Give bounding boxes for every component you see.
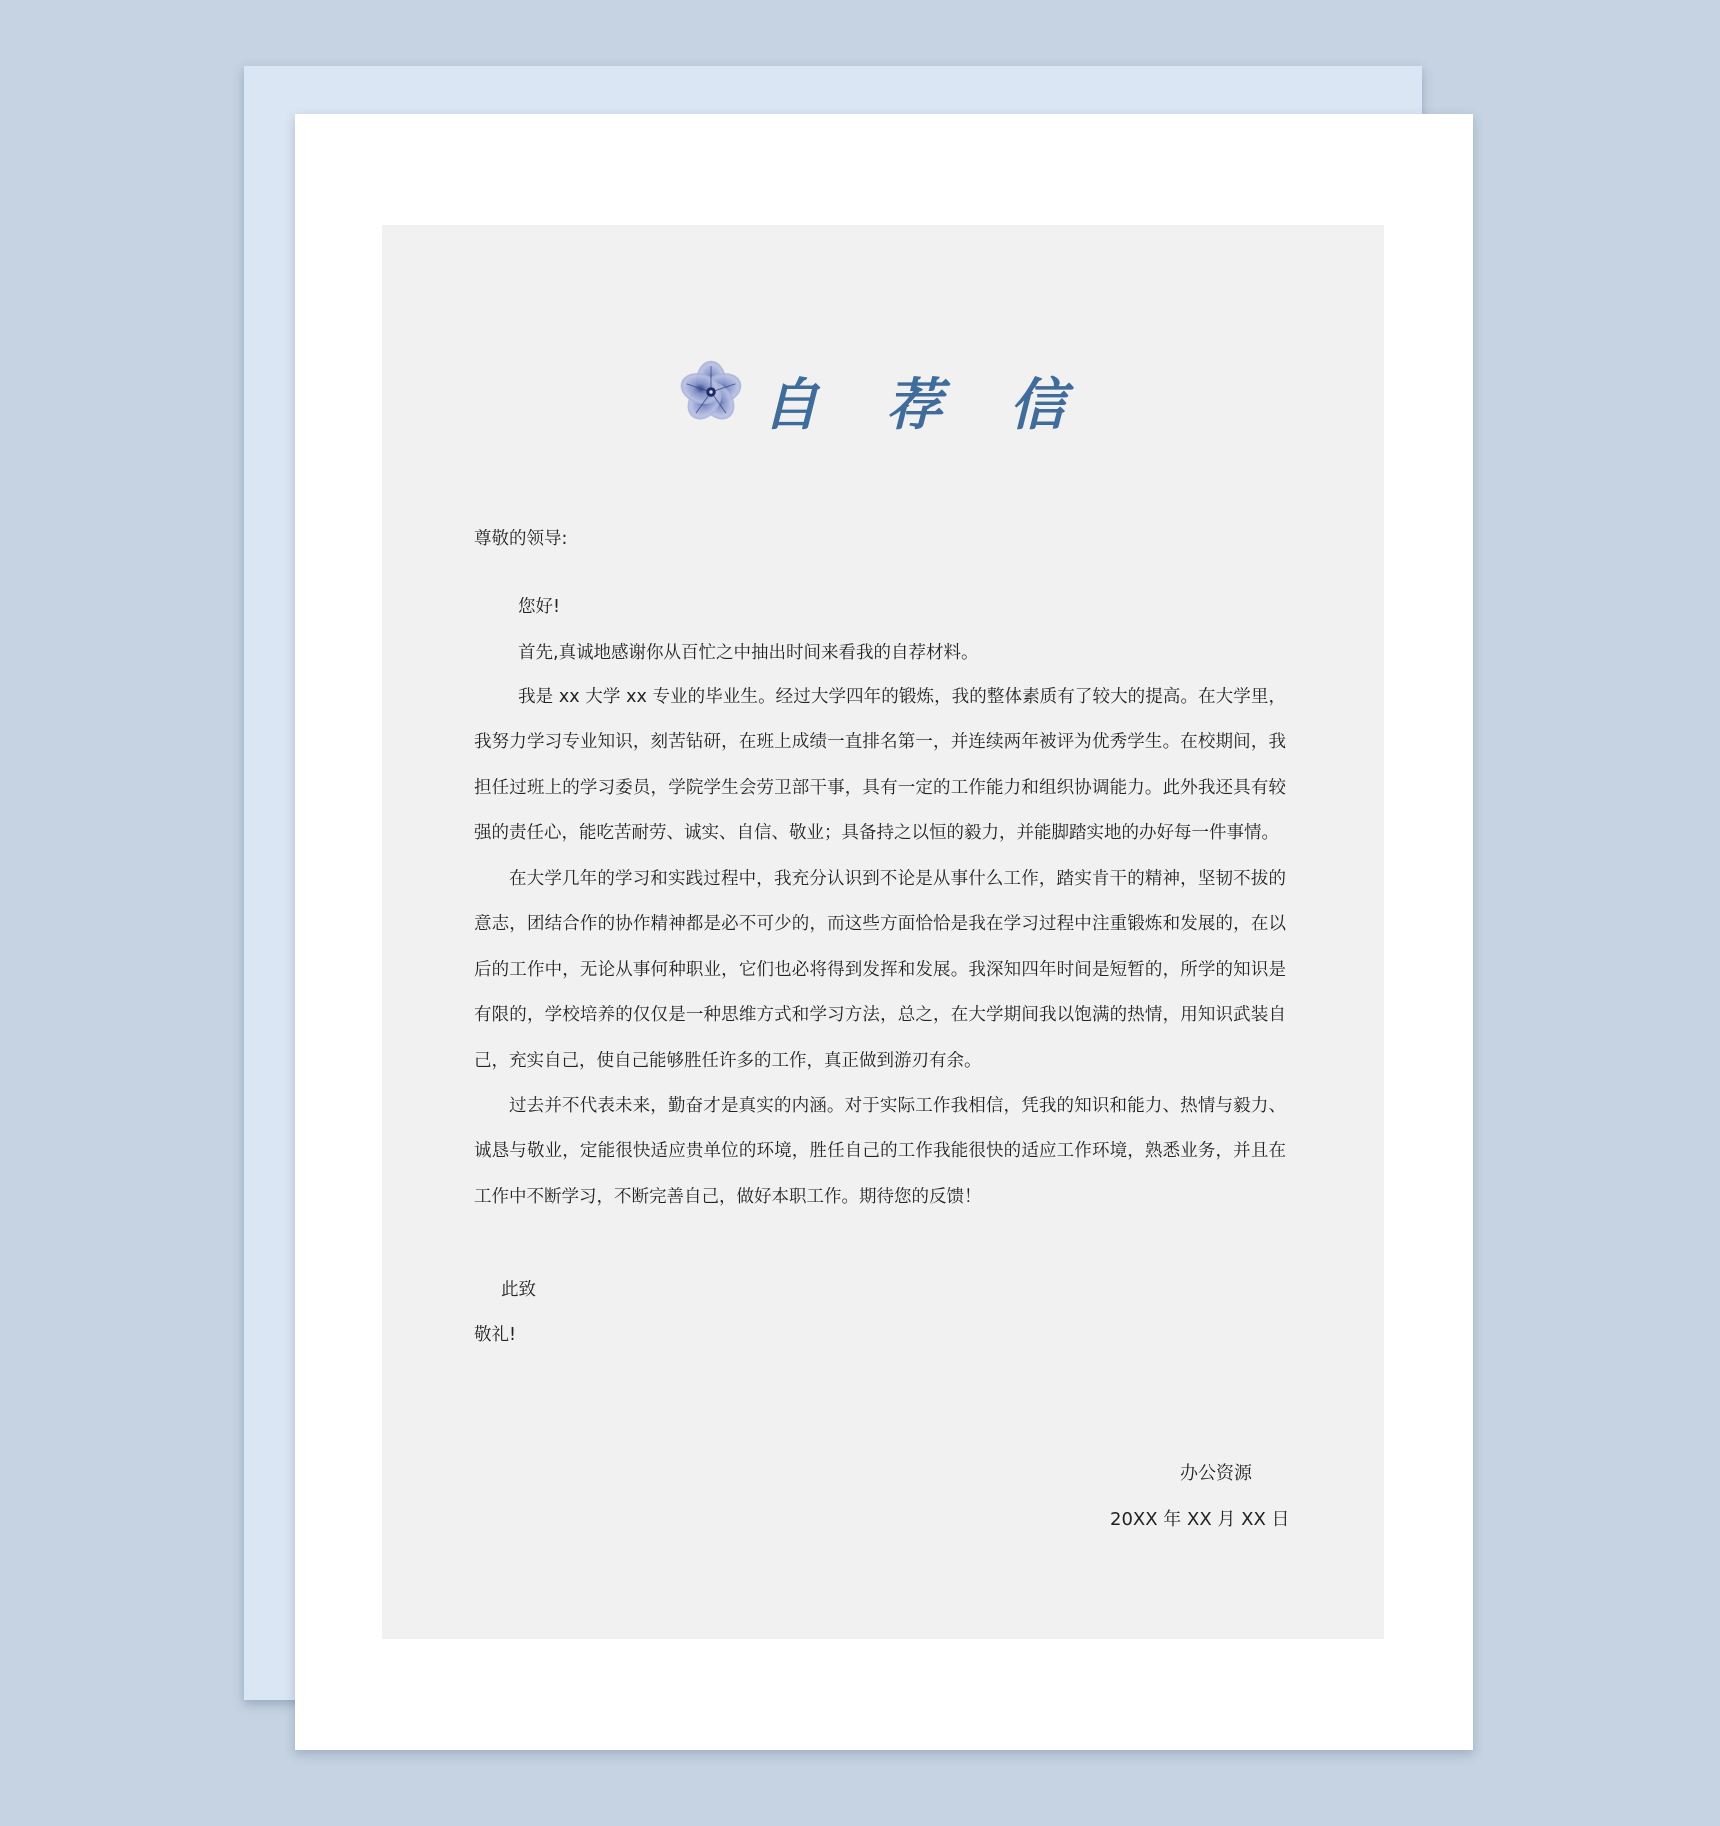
signature: 办公资源	[1180, 1463, 1252, 1484]
letter-date: 20XX 年 XX 月 XX 日	[1110, 1509, 1290, 1530]
front-paper-sheet	[295, 114, 1473, 1750]
closing-salute: 此致	[501, 1280, 536, 1300]
paragraph-experience: 在大学几年的学习和实践过程中，我充分认识到不论是从事什么工作，踏实肯干的精神，坚韧不拔的意志，团结合作的协作精神都是必不可少的，而这些方面恰恰是我在学习过程中注重锻炼和发展的，在以后的工作中，无论从事何种职业，它们也必将得到发挥和发展。我深知四年时间是短暂的，所学的知识是有限的，学校培养的仅仅是一种思维方式和学习方法，总之，在大学期间我以饱满的热情，用知识武装自己，充实自己，使自己能够胜任许多的工作，真正做到游刃有余。	[474, 869, 1286, 1071]
closing-regards: 敬礼!	[474, 1325, 517, 1345]
greeting: 您好!	[518, 597, 561, 617]
salutation: 尊敬的领导:	[474, 529, 568, 549]
paragraph-intro: 首先,真诚地感谢你从百忙之中抽出时间来看我的自荐材料。	[518, 643, 979, 663]
title-row	[382, 353, 1384, 449]
letter-title: 自 荐 信	[762, 372, 1090, 438]
petunia-flower-icon	[677, 358, 745, 426]
paragraph-background: 我是 xx 大学 xx 专业的毕业生。经过大学四年的锻炼，我的整体素质有了较大的提高。在大学里，我努力学习专业知识，刻苦钻研，在班上成绩一直排名第一，并连续两年被评为优秀学生。在校期间，我担任过班上的学习委员，学院学生会劳卫部干事，具有一定的工作能力和组织协调能力。此外我还具有较强的责任心，能吃苦耐劳、诚实、自信、敬业；具备持之以恒的毅力，并能脚踏实地的办好每一件事情。	[474, 687, 1286, 844]
paragraph-outlook: 过去并不代表未来，勤奋才是真实的内涵。对于实际工作我相信，凭我的知识和能力、热情与毅力、诚恳与敬业，定能很快适应贵单位的环境，胜任自己的工作我能很快的适应工作环境，熟悉业务，并且在工作中不断学习，不断完善自己，做好本职工作。期待您的反馈！	[474, 1096, 1286, 1207]
letter-panel	[382, 225, 1384, 1639]
